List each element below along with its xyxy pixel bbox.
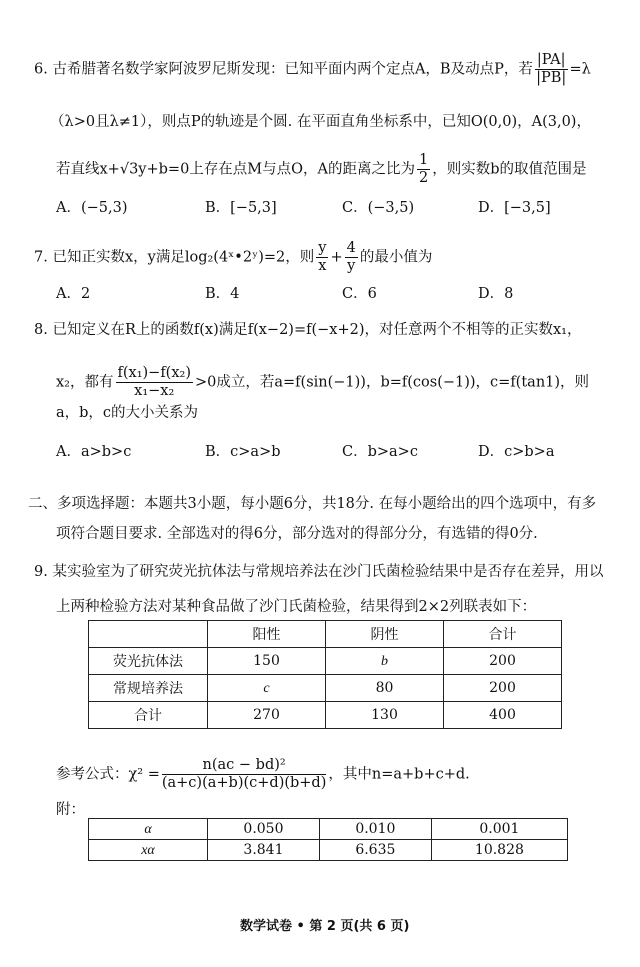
table-row (89, 648, 562, 675)
q7-line1 (34, 240, 432, 275)
option-a: A．2 (56, 286, 91, 302)
option-c: C．6 (342, 286, 377, 302)
option-d: D．[−3,5] (478, 200, 551, 216)
plus-sign: + (330, 249, 343, 266)
cell-var: c (263, 680, 270, 696)
q6-text: 若直线x+√3y+b=0上存在点M与点O，A的距离之比为 (56, 161, 415, 178)
option-a: A．(−5,3) (56, 200, 128, 216)
q6-lambda: =λ (569, 61, 591, 78)
chi-square-fraction (162, 757, 327, 792)
table-cell: 10.828 (431, 840, 567, 861)
q9-line2: 上两种检验方法对某种食品做了沙门氏菌检验，结果得到2×2列联表如下： (56, 599, 537, 615)
option-b: B．c>a>b (205, 444, 281, 460)
table-cell: 6.635 (319, 840, 431, 861)
table-cell (89, 621, 208, 648)
question-number: 6. (34, 61, 48, 78)
table-cell: 400 (444, 702, 562, 729)
denominator: x (318, 258, 327, 274)
q7-text: 已知正实数x，y满足log₂(4ˣ•2ʸ)=2，则 (52, 249, 315, 266)
q7-text: 的最小值为 (359, 249, 433, 266)
question-number: 9. (34, 564, 48, 580)
table-row (89, 840, 568, 861)
four-over-y (345, 240, 358, 275)
table-cell: 0.050 (208, 819, 320, 840)
cell-var: b (381, 653, 388, 669)
section2-heading: 二、多项选择题：本题共3小题，每小题6分，共18分. 在每小题给出的四个选项中，有多 (28, 496, 597, 512)
denominator: x₁−x₂ (134, 383, 175, 399)
denominator: 2 (419, 170, 429, 186)
difference-quotient (116, 365, 194, 400)
q6-line1 (34, 52, 591, 87)
q8-line3: a，b，c的大小关系为 (56, 405, 199, 421)
table-cell: 0.001 (431, 819, 567, 840)
q8-line1 (34, 320, 581, 340)
table-cell (89, 840, 208, 861)
reference-formula (56, 757, 470, 792)
option-b: B．[−5,3] (205, 200, 277, 216)
table-cell: 200 (444, 648, 562, 675)
table-cell (326, 648, 444, 675)
table-header: 合计 (444, 621, 562, 648)
alpha-symbol: α (144, 821, 152, 837)
option-d: D．c>b>a (478, 444, 555, 460)
table-cell: 常规培养法 (89, 675, 208, 702)
option-b: B．4 (205, 286, 240, 302)
numerator: n(ac − bd)² (162, 757, 327, 775)
page-footer: 数学试卷 • 第 2 页(共 6 页) (240, 919, 410, 934)
option-c: C．(−3,5) (342, 200, 415, 216)
pa-pb-fraction (535, 52, 568, 87)
formula-tail: ，其中n=a+b+c+d. (328, 766, 470, 783)
q8-text: 已知定义在R上的函数f(x)满足f(x−2)=f(−x+2)，对任意两个不相等的正实数x₁， (52, 322, 582, 338)
q6-line3 (56, 152, 587, 187)
option-a: A．a>b>c (56, 444, 132, 460)
table-row (89, 819, 568, 840)
table-row (89, 675, 562, 702)
q8-text: >0成立，若a=f(sin(−1))，b=f(cos(−1))，c=f(tan1)，则 (195, 374, 590, 391)
table-cell (208, 675, 326, 702)
table-cell: 3.841 (208, 840, 320, 861)
q6-text: ，则实数b的取值范围是 (432, 161, 587, 178)
section2-instructions: 项符合题目要求. 全部选对的得6分，部分选对的得部分分，有选错的得0分. (56, 526, 538, 542)
table-header: 阳性 (208, 621, 326, 648)
q6-line2: （λ>0且λ≠1），则点P的轨迹是个圆. 在平面直角坐标系中，已知O(0,0)，A(3,0)， (50, 114, 591, 130)
table-cell: 150 (208, 648, 326, 675)
table-row (89, 621, 562, 648)
y-over-x (316, 240, 328, 275)
critical-value-table (88, 818, 568, 861)
table-header: 阴性 (326, 621, 444, 648)
table-cell: 200 (444, 675, 562, 702)
contingency-table (88, 620, 562, 729)
q9-line1 (34, 562, 603, 582)
question-number: 7. (34, 249, 48, 266)
table-cell: 130 (326, 702, 444, 729)
option-c: C．b>a>c (342, 444, 418, 460)
question-number: 8. (34, 322, 48, 338)
table-cell: 270 (208, 702, 326, 729)
q9-text: 某实验室为了研究荧光抗体法与常规培养法在沙门氏菌检验结果中是否存在差异，用以 (52, 564, 604, 580)
table-cell: 荧光抗体法 (89, 648, 208, 675)
table-cell (89, 819, 208, 840)
table-cell: 合计 (89, 702, 208, 729)
numerator: 1 (419, 152, 429, 168)
numerator: f(x₁)−f(x₂) (117, 365, 191, 381)
denominator: y (347, 258, 356, 274)
numerator: |PA| (536, 52, 566, 68)
q8-text: x₂，都有 (56, 374, 114, 391)
numerator: 4 (346, 240, 356, 256)
option-d: D．8 (478, 286, 514, 302)
numerator: y (318, 240, 327, 256)
q6-text: 古希腊著名数学家阿波罗尼斯发现：已知平面内两个定点A，B及动点P，若 (52, 61, 533, 78)
x-alpha-symbol: xα (141, 842, 155, 858)
formula-label: 参考公式：χ² = (56, 766, 160, 783)
appendix-label: 附： (56, 802, 85, 818)
half-fraction (417, 152, 430, 187)
table-row (89, 702, 562, 729)
table-cell: 80 (326, 675, 444, 702)
table-cell: 0.010 (319, 819, 431, 840)
denominator: |PB| (536, 70, 567, 86)
q8-line2 (56, 365, 589, 400)
denominator: (a+c)(a+b)(c+d)(b+d) (161, 775, 327, 791)
